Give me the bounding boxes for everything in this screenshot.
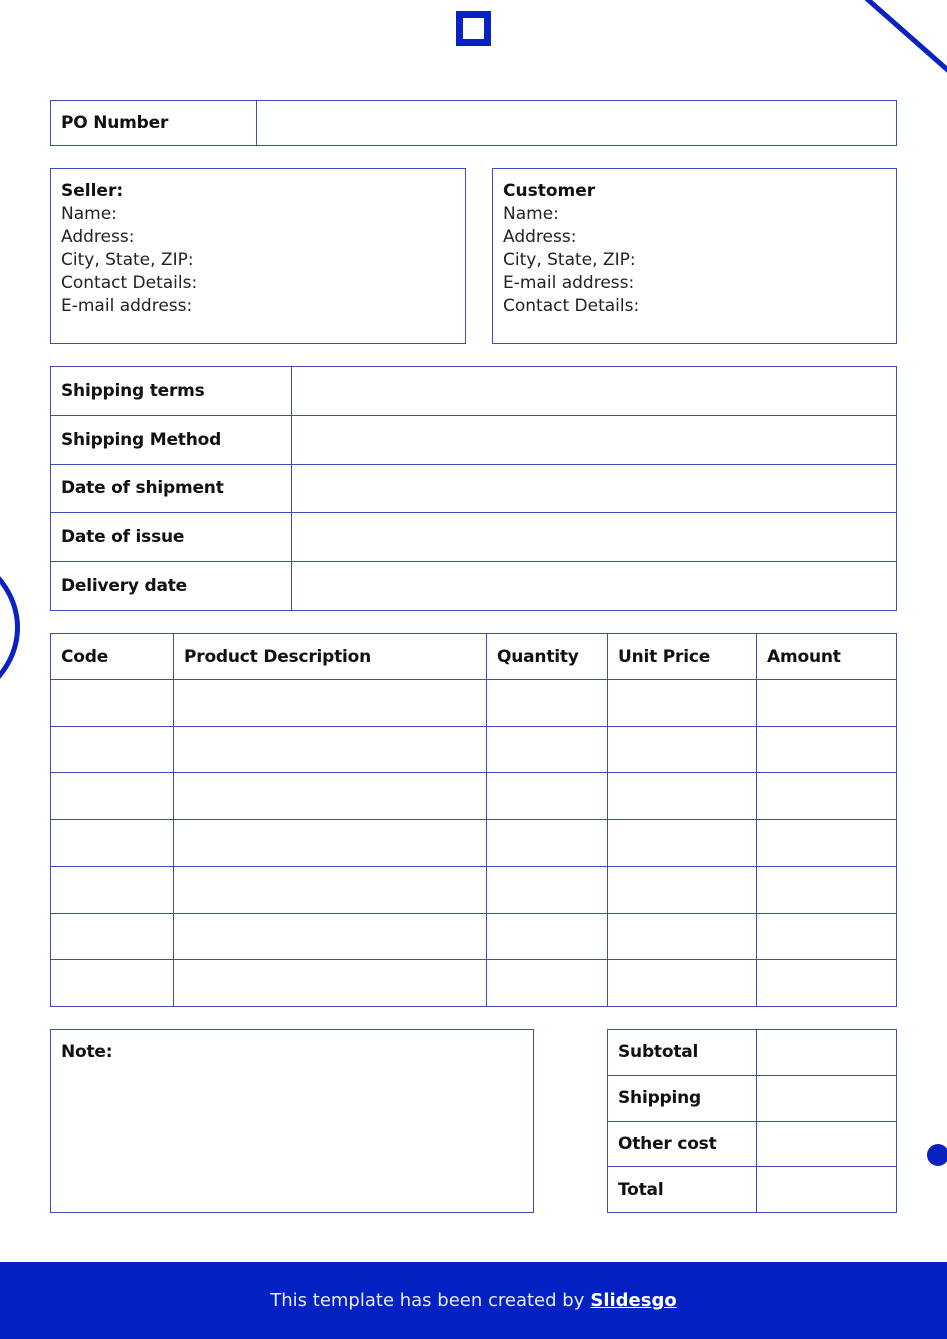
totals-row [608,1075,897,1121]
cell-unit-price[interactable] [608,773,757,820]
cell-unit-price[interactable] [608,726,757,773]
totals-row [608,1167,897,1213]
customer-name-label[interactable]: Name: [503,204,559,224]
other-cost-field[interactable] [757,1121,897,1167]
cell-code[interactable] [51,680,174,727]
cell-quantity[interactable] [487,960,608,1007]
header-product-description: Product Description [174,634,487,680]
date-of-issue-label: Date of issue [51,513,292,562]
delivery-date-field[interactable] [292,562,897,611]
shipping-row [51,464,897,513]
shipping-row [51,415,897,464]
shipping-row [51,562,897,611]
cell-quantity[interactable] [487,726,608,773]
cell-unit-price[interactable] [608,680,757,727]
decorative-dot-icon [927,1144,947,1166]
table-row [51,820,897,867]
cell-unit-price[interactable] [608,913,757,960]
cell-unit-price[interactable] [608,820,757,867]
date-of-shipment-field[interactable] [292,464,897,513]
seller-email-label[interactable]: E-mail address: [61,296,193,316]
shipping-row [51,513,897,562]
seller-city-state-zip-label[interactable]: City, State, ZIP: [61,250,194,270]
date-of-shipment-label: Date of shipment [51,464,292,513]
po-number-label: PO Number [51,101,257,146]
header-unit-price: Unit Price [608,634,757,680]
cell-product-description[interactable] [174,820,487,867]
subtotal-label: Subtotal [608,1030,757,1076]
customer-email-label[interactable]: E-mail address: [503,273,635,293]
seller-contact-details-label[interactable]: Contact Details: [61,273,198,293]
cell-amount[interactable] [757,960,897,1007]
cell-quantity[interactable] [487,680,608,727]
cell-amount[interactable] [757,820,897,867]
date-of-issue-field[interactable] [292,513,897,562]
cell-amount[interactable] [757,726,897,773]
note-box[interactable] [50,1029,534,1213]
cell-code[interactable] [51,820,174,867]
shipping-terms-field[interactable] [292,367,897,416]
customer-address-label[interactable]: Address: [503,227,577,247]
customer-city-state-zip-label[interactable]: City, State, ZIP: [503,250,636,270]
totals-table [607,1029,897,1213]
shipping-table [50,366,897,611]
cell-product-description[interactable] [174,680,487,727]
shipping-cost-field[interactable] [757,1075,897,1121]
table-row [51,773,897,820]
totals-row [608,1121,897,1167]
other-cost-label: Other cost [608,1121,757,1167]
cell-code[interactable] [51,866,174,913]
products-header-row [51,634,897,680]
cell-product-description[interactable] [174,866,487,913]
cell-quantity[interactable] [487,820,608,867]
header-amount: Amount [757,634,897,680]
shipping-method-label: Shipping Method [51,415,292,464]
cell-product-description[interactable] [174,726,487,773]
cell-amount[interactable] [757,866,897,913]
cell-product-description[interactable] [174,960,487,1007]
po-number-table [50,100,897,146]
decorative-diagonal-line-icon [860,0,947,80]
cell-unit-price[interactable] [608,866,757,913]
decorative-circle-icon [0,540,20,715]
table-row [51,726,897,773]
cell-quantity[interactable] [487,913,608,960]
products-table [50,633,897,1007]
cell-quantity[interactable] [487,866,608,913]
seller-title: Seller: [61,181,124,201]
shipping-terms-label: Shipping terms [51,367,292,416]
note-label: Note: [61,1042,113,1062]
seller-box [50,168,466,344]
cell-unit-price[interactable] [608,960,757,1007]
customer-box [492,168,897,344]
footer-text: This template has been created by [270,1290,585,1311]
total-field[interactable] [757,1167,897,1213]
header-quantity: Quantity [487,634,608,680]
total-label: Total [608,1167,757,1213]
footer-banner [0,1262,947,1339]
customer-title: Customer [503,181,596,201]
cell-code[interactable] [51,726,174,773]
slidesgo-link[interactable]: Slidesgo [590,1290,677,1311]
subtotal-field[interactable] [757,1030,897,1076]
table-row [51,960,897,1007]
decorative-square-icon [456,11,491,46]
shipping-row [51,367,897,416]
customer-contact-details-label[interactable]: Contact Details: [503,296,640,316]
cell-amount[interactable] [757,680,897,727]
cell-quantity[interactable] [487,773,608,820]
cell-code[interactable] [51,913,174,960]
totals-row [608,1030,897,1076]
table-row [51,680,897,727]
po-number-field[interactable] [257,101,897,146]
cell-product-description[interactable] [174,913,487,960]
table-row [51,913,897,960]
shipping-method-field[interactable] [292,415,897,464]
header-code: Code [51,634,174,680]
cell-amount[interactable] [757,913,897,960]
cell-code[interactable] [51,960,174,1007]
seller-address-label[interactable]: Address: [61,227,135,247]
delivery-date-label: Delivery date [51,562,292,611]
cell-product-description[interactable] [174,773,487,820]
seller-name-label[interactable]: Name: [61,204,117,224]
cell-amount[interactable] [757,773,897,820]
cell-code[interactable] [51,773,174,820]
shipping-cost-label: Shipping [608,1075,757,1121]
table-row [51,866,897,913]
